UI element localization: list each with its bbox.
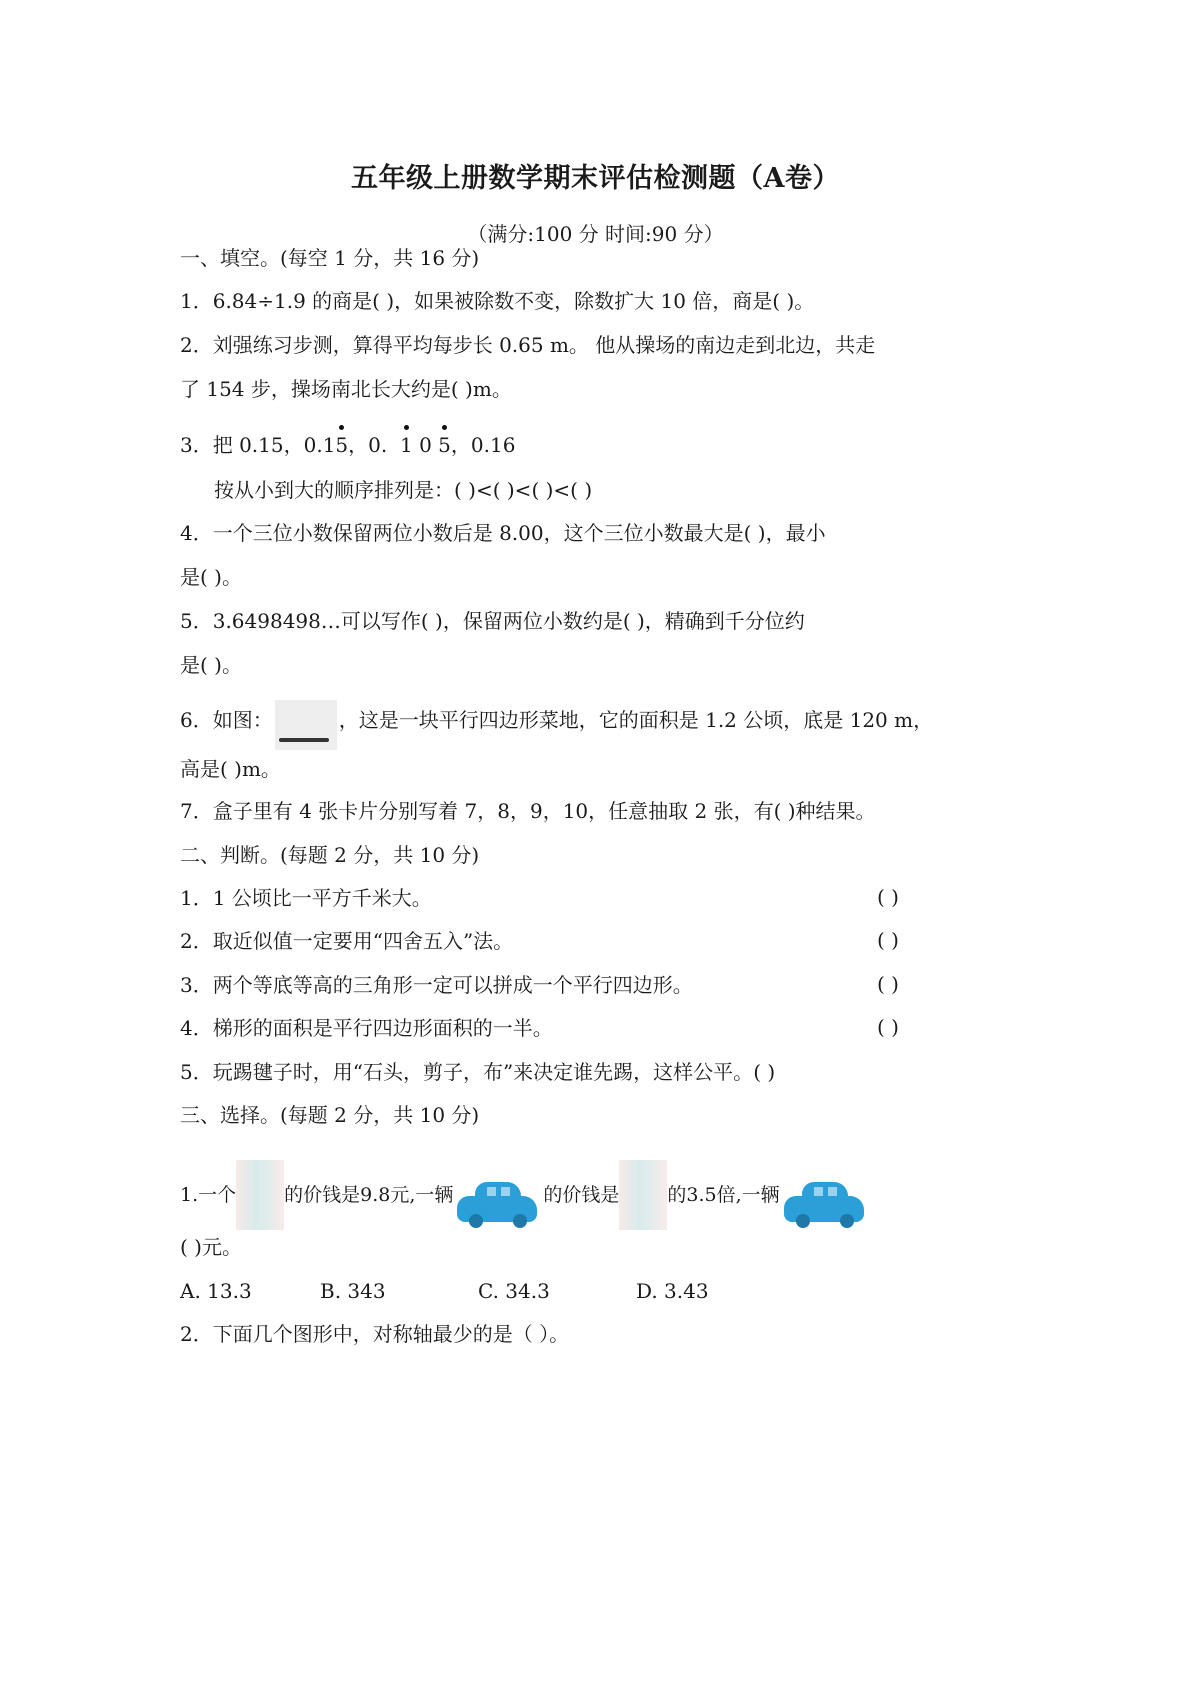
s1-q3-prefix: 3．把 0.15，0.1 [180,433,336,457]
option-c[interactable]: C. 34.3 [478,1279,550,1303]
option-a[interactable]: A. 13.3 [180,1279,252,1303]
s1-q6-line2: 高是( )m。 [180,757,281,781]
s3-q1-part-b: 的价钱是9.8元,一辆 [284,1184,454,1206]
bottle-image [619,1160,667,1230]
s1-q4-line1: 4．一个三位小数保留两位小数后是 8.00，这个三位小数最大是( )，最小 [180,521,826,545]
s3-q1 [180,1160,870,1230]
option-b[interactable]: B. 343 [320,1279,386,1303]
repeating-digit: 1 [399,433,413,457]
section3-heading: 三、选择。(每题 2 分，共 10 分) [180,1103,480,1127]
page-title: 五年级上册数学期末评估检测题（A卷） [351,163,840,194]
judge-answer-5[interactable]: ( ) [753,1060,776,1084]
s1-q6-prefix: 6．如图： [180,708,273,732]
judge-item-5-text: 5．玩踢毽子时，用“石头，剪子，布”来决定谁先踢，这样公平。 [180,1060,754,1084]
s1-q3-suffix: ，0.16 [450,433,516,457]
judge-answer-1[interactable]: ( ) [877,885,899,909]
s1-q1: 1．6.84÷1.9 的商是( )，如果被除数不变，除数扩大 10 倍，商是( )。 [180,289,815,313]
s1-q6 [180,690,933,750]
judge-item-3: 3．两个等底等高的三角形一定可以拼成一个平行四边形。 [180,973,693,997]
s1-q3-mid: ，0. [348,433,394,457]
s1-q2-line1: 2．刘强练习步测，算得平均每步长 0.65 m。 他从操场的南边走到北边，共走 [180,333,876,357]
judge-item-5 [180,1059,775,1085]
s3-q1-part-d: 的3.5倍,一辆 [667,1184,780,1206]
judge-answer-3[interactable]: ( ) [877,972,899,996]
section1-heading: 一、填空。(每空 1 分，共 16 分) [180,246,480,270]
judge-item-4: 4．梯形的面积是平行四边形面积的一半。 [180,1016,553,1040]
parallelogram-field-image [275,700,337,750]
digit: 0 [419,433,432,457]
bottle-image [236,1160,284,1230]
option-d[interactable]: D. 3.43 [636,1279,709,1303]
judge-answer-2[interactable]: ( ) [877,928,899,952]
repeating-digit: 5 [335,433,349,457]
repeating-digit: 5 [438,433,451,457]
s1-q2-line2: 了 154 步，操场南北长大约是( )m。 [180,377,512,401]
blue-car-image [780,1170,870,1230]
s3-q1-part-c: 的价钱是 [543,1184,620,1206]
s1-q5-line2: 是( )。 [180,653,242,677]
s1-q3-line2: 按从小到大的顺序排列是：( )<( )<( )<( ) [214,478,593,502]
s1-q4-line2: 是( )。 [180,565,242,589]
s1-q7: 7．盒子里有 4 张卡片分别写着 7，8，9，10，任意抽取 2 张，有( )种结果。 [180,799,876,823]
judge-answer-4[interactable]: ( ) [877,1015,899,1039]
page-subtitle: （满分:100 分 时间:90 分） [467,222,724,246]
s1-q3 [180,432,515,458]
s1-q5-line1: 5．3.6498498…可以写作( )，保留两位小数约是( )，精确到千分位约 [180,609,805,633]
blue-car-image [453,1170,543,1230]
s3-q1-options [180,1278,709,1304]
section2-heading: 二、判断。(每题 2 分，共 10 分) [180,843,480,867]
s3-q1-line2: ( )元。 [180,1235,242,1259]
s3-q2: 2．下面几个图形中，对称轴最少的是（ ）。 [180,1322,570,1346]
s3-q1-part-a: 1.一个 [180,1184,237,1206]
judge-item-1: 1．1 公顷比一平方千米大。 [180,886,432,910]
judge-item-2: 2．取近似值一定要用“四舍五入”法。 [180,929,514,953]
s1-q6-suffix: ，这是一块平行四边形菜地，它的面积是 1.2 公顷，底是 120 m， [338,708,934,732]
